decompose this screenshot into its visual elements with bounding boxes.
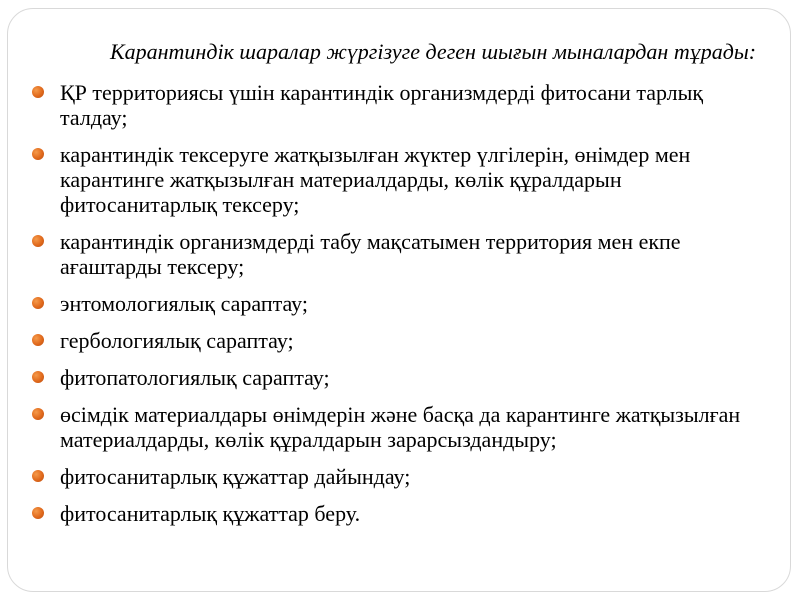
list-item-text: фитосанитарлық құжаттар дайындау; [60,464,411,489]
bullet-list [30,80,770,526]
list-item-text: гербологиялық сараптау; [60,328,294,353]
list-item [30,229,770,279]
list-item-text: ҚР территориясы үшін карантиндік организмдерді фитосани тарлық талдау; [60,80,704,130]
list-item-text: энтомологиялық сараптау; [60,291,308,316]
orange-circle-bullet-icon [32,297,44,309]
list-item-text: өсімдік материалдары өнімдерін және басқа да карантинге жатқызылған материалдарды, көлік құралдарын зарарсыздандыру; [60,402,741,452]
list-item-text: фитопатологиялық сараптау; [60,365,330,390]
list-item [30,142,770,217]
orange-circle-bullet-icon [32,371,44,383]
slide-content [30,38,770,538]
list-item [30,328,770,353]
orange-circle-bullet-icon [32,86,44,98]
list-item-text: фитосанитарлық құжаттар беру. [60,501,361,526]
list-item [30,402,770,452]
list-item [30,501,770,526]
orange-circle-bullet-icon [32,507,44,519]
intro-text: Карантиндік шаралар жүргізуге деген шығын мыналардан тұрады: [110,39,757,64]
list-item [30,365,770,390]
orange-circle-bullet-icon [32,470,44,482]
list-item [30,464,770,489]
orange-circle-bullet-icon [32,235,44,247]
orange-circle-bullet-icon [32,334,44,346]
list-item-text: карантиндік организмдерді табу мақсатымен территория мен екпе ағаштарды тексеру; [60,229,681,279]
list-item [30,291,770,316]
list-item [30,80,770,130]
orange-circle-bullet-icon [32,148,44,160]
list-item-text: карантиндік тексеруге жатқызылған жүктер үлгілерін, өнімдер мен карантинге жатқызылған материалдарды, көлік құралдарын фитосанитарлық тексеру; [60,142,691,217]
orange-circle-bullet-icon [32,408,44,420]
